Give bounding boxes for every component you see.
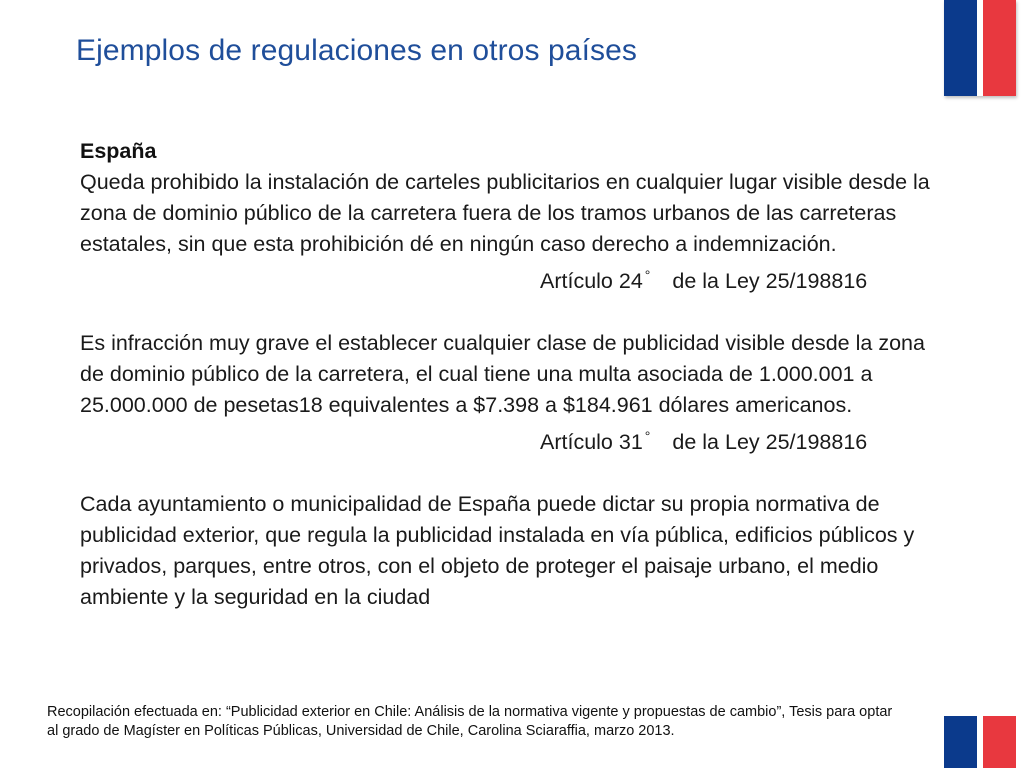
chile-flag-decoration-top (944, 0, 1016, 96)
flag-blue-stripe (944, 0, 977, 96)
source-citation: Recopilación efectuada en: “Publicidad exterior en Chile: Análisis de la normativa vigente y propuestas de cambio”, Tesis para optar al grado de Magíster en Políticas Públicas, Universidad de Chile, Carolina Sciaraffia, marzo 2013. (47, 704, 893, 739)
paragraph-infraction: Es infracción muy grave el establecer cualquier clase de publicidad visible desde la zona de dominio público de la carretera, el cual tiene una multa asociada de 1.000.001 a 25.000.000 de pesetas18 equivalentes a $7.398 a $184.961 dólares americanos. (80, 331, 925, 417)
flag-red-stripe (983, 716, 1016, 768)
article-reference-24 (80, 260, 940, 297)
paragraph-prohibition: Queda prohibido la instalación de carteles publicitarios en cualquier lugar visible desde la zona de dominio público de la carretera fuera de los tramos urbanos de las carreteras estatales, sin que esta prohibición dé en ningún caso derecho a indemnización. (80, 170, 930, 256)
article-label: Artículo 24 (540, 269, 643, 293)
paragraph-municipal: Cada ayuntamiento o municipalidad de España puede dictar su propia normativa de publicidad exterior, que regula la publicidad instalada en vía pública, edificios públicos y privados, parques, entre otros, con el objeto de proteger el paisaje urbano, el medio ambiente y la seguridad en la ciudad (80, 492, 915, 609)
law-reference: de la Ley 25/198816 (672, 269, 868, 293)
flag-red-stripe (983, 0, 1016, 96)
degree-symbol: ° (644, 428, 651, 444)
slide-title: Ejemplos de regulaciones en otros países (76, 34, 637, 67)
country-heading: España (80, 139, 157, 163)
slide-body (80, 136, 940, 613)
degree-symbol: ° (644, 267, 651, 283)
chile-flag-decoration-bottom (944, 716, 1016, 768)
spacer (80, 297, 940, 328)
article-label: Artículo 31 (540, 430, 643, 454)
law-reference: de la Ley 25/198816 (672, 430, 868, 454)
article-reference-31 (80, 421, 940, 458)
flag-blue-stripe (944, 716, 977, 768)
spacer (80, 458, 940, 489)
